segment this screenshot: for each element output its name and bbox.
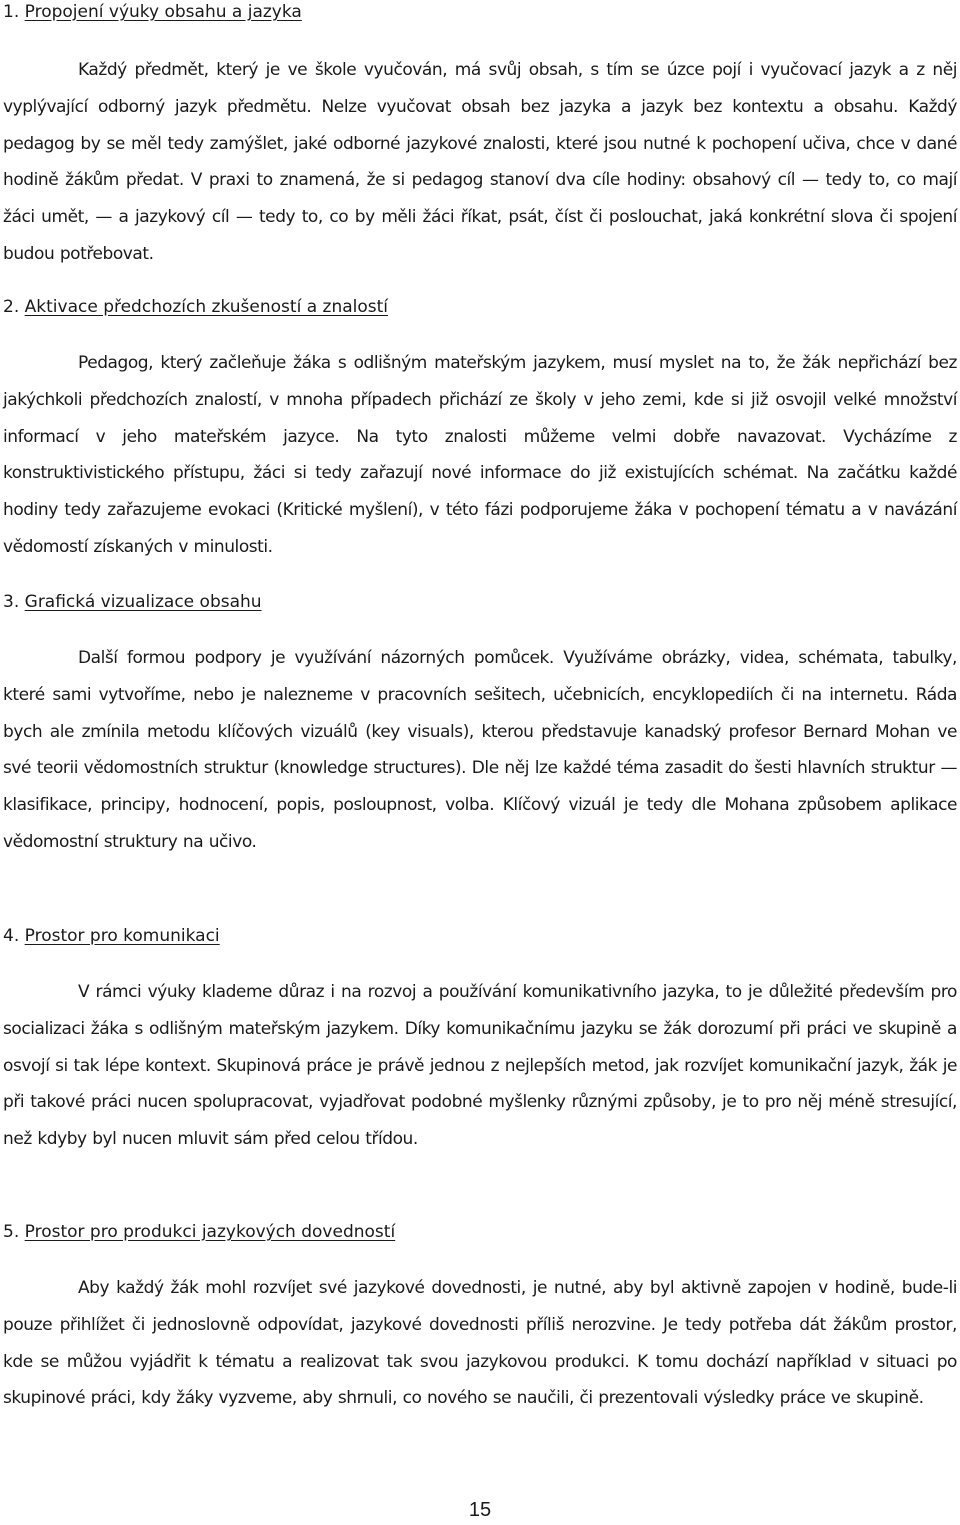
section-heading (3, 295, 957, 319)
section-heading (3, 924, 957, 948)
section-heading (3, 590, 957, 614)
section-number: 3. (3, 592, 20, 612)
page-number: 15 (468, 1499, 492, 1521)
section-paragraph: Aby každý žák mohl rozvíjet své jazykové dovednosti, je nutné, aby byl aktivně zapojen v hodině, bude-li pouze přihlížet či jednoslovně odpovídat, jazykové dovednosti příliš nerozvine. Je tedy potřeba dát žákům prostor, kde se můžou vyjádřit k tématu a realizovat tak svou jazykovou produkci. K tomu dochází například v situaci po skupinové práci, kdy žáky vyzveme, aby shrnuli, co nového se naučili, či prezentovali výsledky práce ve skupině. (3, 1278, 957, 1409)
section-title: Aktivace předchozích zkušeností a znalostí (24, 297, 389, 317)
section-number: 1. (3, 2, 20, 22)
section-number: 5. (3, 1222, 20, 1242)
section-title: Grafická vizualizace obsahu (24, 592, 262, 612)
section-title: Prostor pro produkci jazykových dovedností (24, 1222, 396, 1242)
section-paragraph: Každý předmět, který je ve škole vyučován, má svůj obsah, s tím se úzce pojí i vyučovací jazyk a z něj vyplývající odborný jazyk předmětu. Nelze vyučovat obsah bez jazyka a jazyk bez kontextu a obsahu. Každý pedagog by se měl tedy zamýšlet, jaké odborné jazykové znalosti, které jsou nutné k pochopení učiva, chce v dané hodině žákům předat. V praxi to znamená, že si pedagog stanoví dva cíle hodiny: obsahový cíl — tedy to, co mají žáci umět, — a jazykový cíl — tedy to, co by měli žáci říkat, psát, číst či poslouchat, jaká konkrétní slova či spojení budou potřebovat. (3, 60, 957, 264)
section-paragraph: V rámci výuky klademe důraz i na rozvoj a používání komunikativního jazyka, to je důležité především pro socializaci žáka s odlišným mateřským jazykem. Díky komunikačnímu jazyku se žák dorozumí při práci ve skupině a osvojí si tak lépe kontext. Skupinová práce je právě jednou z nejlepších metod, jak rozvíjet komunikační jazyk, žák je při takové práci nucen spolupracovat, vyjadřovat podobné myšlenky různými způsoby, je to pro něj méně stresující, než kdyby byl nucen mluvit sám před celou třídou. (3, 982, 957, 1150)
section-2 (3, 295, 957, 566)
section-heading (3, 1220, 957, 1244)
section-1 (3, 0, 957, 273)
section-paragraph: Pedagog, který začleňuje žáka s odlišným mateřským jazykem, musí myslet na to, že žák nepřichází bez jakýchkoli předchozích znalostí, v mnoha případech přichází ze školy v jeho zemi, kde si již osvojil velké množství informací v jeho mateřském jazyce. Na tyto znalosti můžeme velmi dobře navazovat. Vycházíme z konstruktivistického přístupu, žáci si tedy zařazují nové informace do již existujících schémat. Na začátku každé hodiny tedy zařazujeme evokaci (Kritické myšlení), v této fázi podporujeme žáka v pochopení tématu a v navázání vědomostí získaných v minulosti. (3, 353, 957, 557)
section-number: 2. (3, 297, 20, 317)
section-number: 4. (3, 926, 20, 946)
section-paragraph: Další formou podpory je využívání názorných pomůcek. Využíváme obrázky, videa, schémata, tabulky, které sami vytvoříme, nebo je nalezneme v pracovních sešitech, učebnicích, encyklopediích či na internetu. Ráda bych ale zmínila metodu klíčových vizuálů (key visuals), kterou představuje kanadský profesor Bernard Mohan ve své teorii vědomostních struktur (knowledge structures). Dle něj lze každé téma zasadit do šesti hlavních struktur — klasifikace, principy, hodnocení, popis, posloupnost, volba. Klíčový vizuál je tedy dle Mohana způsobem aplikace vědomostní struktury na učivo. (3, 648, 957, 852)
section-title: Prostor pro komunikaci (24, 926, 220, 946)
section-4 (3, 924, 957, 1158)
section-5 (3, 1220, 957, 1417)
section-title: Propojení výuky obsahu a jazyka (24, 2, 302, 22)
section-heading (3, 0, 957, 24)
section-3 (3, 590, 957, 861)
